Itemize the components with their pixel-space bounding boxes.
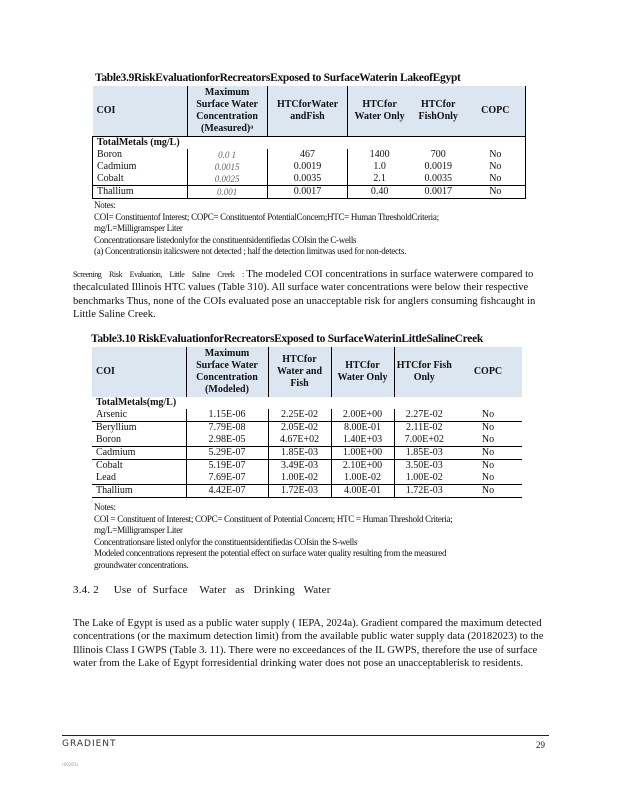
cell-max: 7.79E-08	[186, 422, 268, 435]
cell-max: 0.0 1	[187, 149, 267, 161]
header-htc-water-fish: HTCfor Water and Fish	[268, 347, 331, 397]
table-row	[92, 485, 522, 498]
cell-max: 1.15E-06	[186, 409, 268, 422]
cell-htc-w: 4.00E-01	[331, 485, 394, 498]
cell-coi: Boron	[96, 434, 121, 445]
table-row	[92, 422, 522, 435]
table-3-10-caption: Table3.10 RiskEvaluationforRecreatorsExposed to SurfaceWaterinLittleSalineCreek	[91, 333, 483, 345]
note-line: Concentrationsare listedonlyfor the constituentsidentifiedas COIsin the C-wells	[94, 234, 357, 245]
cell-copc: No	[481, 409, 495, 420]
cell-copc: No	[481, 422, 495, 433]
gradient-logo: GRADIENT	[62, 739, 117, 749]
cell-htc-w: 1400	[348, 149, 411, 161]
table-row	[93, 149, 526, 161]
cell-coi: Beryllium	[96, 422, 137, 433]
cell-coi: Cobalt	[96, 460, 123, 471]
table-row	[92, 460, 522, 473]
header-htc-water-fish: HTCforWater andFish	[267, 86, 348, 136]
cell-max: 5.29E-07	[186, 447, 268, 460]
note-line: mg/L=Milligramsper Liter	[94, 223, 183, 233]
cell-htc-w: 2.1	[348, 173, 411, 186]
cell-copc: No	[466, 185, 526, 198]
cell-htc-f: 2.27E-02	[394, 409, 454, 422]
cell-htc-wf: 2.05E-02	[268, 422, 331, 435]
cell-copc: No	[481, 485, 495, 496]
table-3-9-caption: Table3.9RiskEvaluationforRecreatorsExposed to SurfaceWaterin LakeofEgypt	[95, 72, 461, 84]
cell-htc-f: 0.0017	[424, 185, 452, 197]
cell-htc-wf: 0.0035	[267, 173, 348, 186]
cell-htc-w: 1.0	[348, 161, 411, 173]
cell-htc-wf: 0.0019	[267, 161, 348, 173]
cell-htc-wf: 1.85E-03	[268, 447, 331, 460]
cell-htc-w: 1.00E-02	[331, 472, 394, 485]
table-3-9-notes	[94, 200, 534, 258]
cell-coi: Cadmium	[93, 161, 188, 173]
cell-htc-wf: 3.49E-03	[268, 460, 331, 473]
cell-htc-f: 0.0019	[424, 160, 452, 172]
note-line: Modeled concentrations represent the potential effect on surface water quality resulting from the measured	[94, 548, 447, 558]
cell-coi: Lead	[96, 472, 116, 483]
cell-coi: Arsenic	[96, 409, 128, 420]
cell-max: 0.001	[187, 185, 267, 198]
cell-htc-wf: 2.25E-02	[268, 409, 331, 422]
cell-htc-wf: 1.00E-02	[268, 472, 331, 485]
cell-max: 0.0025	[187, 173, 267, 186]
cell-copc: No	[481, 460, 495, 471]
cell-copc: No	[466, 173, 526, 186]
cell-htc-wf: 467	[267, 149, 348, 161]
header-max-concentration: Maximum Surface Water Concentration (Measured)ᵃ	[187, 86, 267, 136]
header-htc-fish-only: HTCfor Fish Only	[394, 347, 454, 397]
cell-htc-wf: 1.72E-03	[268, 485, 331, 498]
paragraph-lead: Screening Risk Evaluation, Little Saline Creek :	[73, 270, 244, 279]
note-line: COI= Constituentof Interest; COPC= Constituentof PotentialConcern;HTC= Human ThresholdCriteria;	[94, 211, 439, 222]
cell-copc: No	[466, 161, 526, 173]
table-3-10-notes	[94, 502, 534, 571]
table-row	[92, 447, 522, 460]
note-line: groundwater concentrations.	[94, 559, 189, 570]
cell-htc-wf: 4.67E+02	[268, 434, 331, 447]
cell-htc-f: 1.85E-03	[394, 447, 454, 460]
header-max-concentration: Maximum Surface Water Concentration (Modeled)	[186, 347, 268, 397]
cell-max: 5.19E-07	[186, 460, 268, 473]
header-coi: COI	[93, 86, 188, 136]
header-htc-water-only: HTCfor Water Only	[348, 86, 411, 136]
table-row	[93, 173, 526, 186]
table-3-10	[92, 347, 522, 498]
cell-htc-w: 1.00E+00	[331, 447, 394, 460]
cell-max: 4.42E-07	[186, 485, 268, 498]
table-row	[92, 472, 522, 485]
cell-coi: Cadmium	[96, 447, 136, 458]
note-line: Notes:	[94, 200, 116, 210]
cell-htc-f: 0.0035	[424, 172, 452, 184]
section-total-metals: TotalMetals(mg/L)	[96, 397, 177, 408]
cell-copc: No	[481, 434, 495, 445]
cell-htc-f: 700	[430, 148, 446, 160]
page-number: 29	[536, 740, 545, 750]
cell-coi: Thallium	[96, 485, 133, 496]
cell-htc-f: 7.00E+02	[394, 434, 454, 447]
cell-copc: No	[481, 472, 495, 483]
cell-htc-wf: 0.0017	[267, 185, 348, 198]
cell-htc-f: 1.00E-02	[394, 472, 454, 485]
cell-copc: No	[481, 447, 495, 458]
header-copc: COPC	[466, 86, 526, 136]
cell-htc-w: 2.10E+00	[331, 460, 394, 473]
header-coi: COI	[92, 347, 186, 397]
cell-htc-f: 2.11E-02	[394, 422, 454, 435]
note-line: (a) Concentrationsin italicswere not detected ; half the detection limitwas used for non-detects.	[94, 246, 407, 256]
cell-htc-f: 3.50E-03	[394, 460, 454, 473]
table-row	[92, 409, 522, 422]
table-row	[93, 161, 526, 173]
paragraph-text: The modeled COI concentrations in surface waterwere compared to thecalculated Illinois HTC values (Table 310). All surface water concentrations were below their respective benchmarks Thus, none of the COIs evaluated pose an unacceptable risk for anglers consuming fishcaught in Little Saline Creek.	[73, 269, 536, 320]
header-copc: COPC	[454, 347, 522, 397]
header-htc-fish-only: HTCfor FishOnly	[411, 86, 466, 136]
header-htc-water-only: HTCfor Water Only	[331, 347, 394, 397]
cell-copc: No	[466, 149, 526, 161]
cell-coi: Thallium	[93, 185, 188, 198]
cell-htc-w: 1.40E+03	[331, 434, 394, 447]
table-row	[92, 434, 522, 447]
note-line: COI = Constituent of Interest; COPC= Constituent of Potential Concern; HTC = Human Threshold Criteria;	[94, 513, 453, 524]
table-3-9	[92, 86, 526, 199]
cell-coi: Cobalt	[93, 173, 188, 186]
note-line: Concentrationsare listed onlyfor the constituentsidentifiedas COIsin the S-wells	[94, 536, 358, 547]
table-row	[93, 185, 526, 198]
cell-htc-w: 2.00E+00	[331, 409, 394, 422]
section-total-metals: TotalMetals (mg/L)	[93, 136, 526, 149]
footer-rule	[62, 735, 549, 736]
cell-max: 2.98E-05	[186, 434, 268, 447]
document-code: r00265s	[62, 762, 79, 767]
cell-max: 0.0015	[187, 161, 267, 173]
note-line: mg/L=Milligramsper Liter	[94, 525, 183, 535]
cell-coi: Boron	[93, 149, 188, 161]
note-line: Notes:	[94, 502, 116, 512]
cell-max: 7.69E-07	[186, 472, 268, 485]
paragraph-screening-risk	[73, 268, 555, 321]
cell-htc-w: 8.00E-01	[331, 422, 394, 435]
paragraph-lake-of-egypt: The Lake of Egypt is used as a public water supply ( IEPA, 2024a). Gradient compared the maximum detected concentrations (or the maximum detection limit) from the available public water supply data (20182023) to the Illinois Class I GWPS (Table 3. 11). There were no exceedances of the IL GWPS, therefore the use of surface water from the Lake of Egypt forresidential drinking water does not pose an unacceptablerisk to residents.	[73, 618, 544, 669]
cell-htc-f: 1.72E-03	[394, 485, 454, 498]
cell-htc-w: 0.40	[348, 185, 411, 198]
section-heading-3-4-2: 3.4. 2 Use of Surface Water as Drinking Water	[73, 584, 331, 596]
